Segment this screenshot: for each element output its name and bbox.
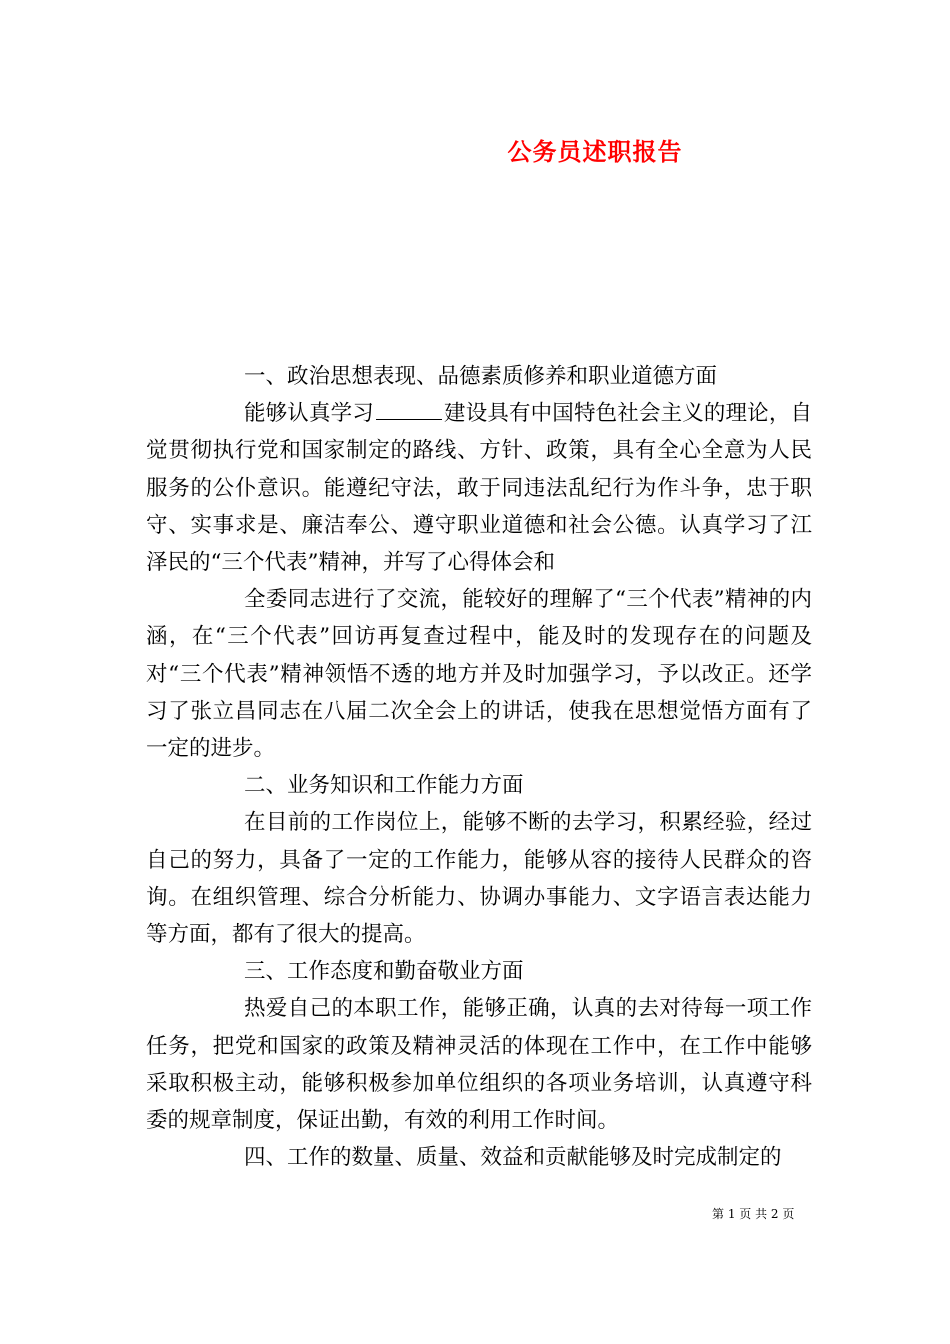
page-number-footer: 第 1 页 共 2 页 bbox=[712, 1207, 795, 1221]
section-heading-4: 四、工作的数量、质量、效益和贡献能够及时完成制定的 bbox=[244, 1145, 782, 1171]
fill-in-blank bbox=[376, 401, 442, 420]
section-3-paragraph-1: 热爱自己的本职工作，能够正确，认真的去对待每一项工作任务，把党和国家的政策及精神灵活的体现在工作中，在工作中能够采取积极主动，能够积极参加单位组织的各项业务培训，认真遵守科委的规章制度，保证出勤，有效的利用工作时间。 bbox=[146, 996, 812, 1134]
paragraph-text: 建设具有中国特色社会主义的理论，自觉贯彻执行党和国家制定的路线、方针、政策，具有全心全意为人民服务的公仆意识。能遵纪守法，敢于同违法乱纪行为作斗争，忠于职守、实事求是、廉洁奉公、遵守职业道德和社会公德。认真学习了江泽民的“三个代表”精神，并写了心得体会和 bbox=[146, 401, 812, 576]
section-2-paragraph-1: 在目前的工作岗位上，能够不断的去学习，积累经验，经过自己的努力，具备了一定的工作能力，能够从容的接待人民群众的咨询。在组织管理、综合分析能力、协调办事能力、文字语言表达能力等方面，都有了很大的提高。 bbox=[146, 810, 812, 948]
section-heading-2: 二、业务知识和工作能力方面 bbox=[244, 773, 524, 799]
section-1-paragraph-2: 全委同志进行了交流，能较好的理解了“三个代表”精神的内涵，在“三个代表”回访再复查过程中，能及时的发现存在的问题及对“三个代表”精神领悟不透的地方并及时加强学习，予以改正。还学习了张立昌同志在八届二次全会上的讲话，使我在思想觉悟方面有了一定的进步。 bbox=[146, 587, 812, 762]
section-heading-3: 三、工作态度和勤奋敬业方面 bbox=[244, 959, 524, 985]
section-heading-1: 一、政治思想表现、品德素质修养和职业道德方面 bbox=[244, 364, 718, 389]
paragraph-text: 能够认真学习 bbox=[244, 401, 374, 427]
section-1-paragraph-1 bbox=[146, 395, 812, 581]
document-body bbox=[146, 358, 812, 1176]
document-title: 公务员述职报告 bbox=[507, 137, 683, 166]
